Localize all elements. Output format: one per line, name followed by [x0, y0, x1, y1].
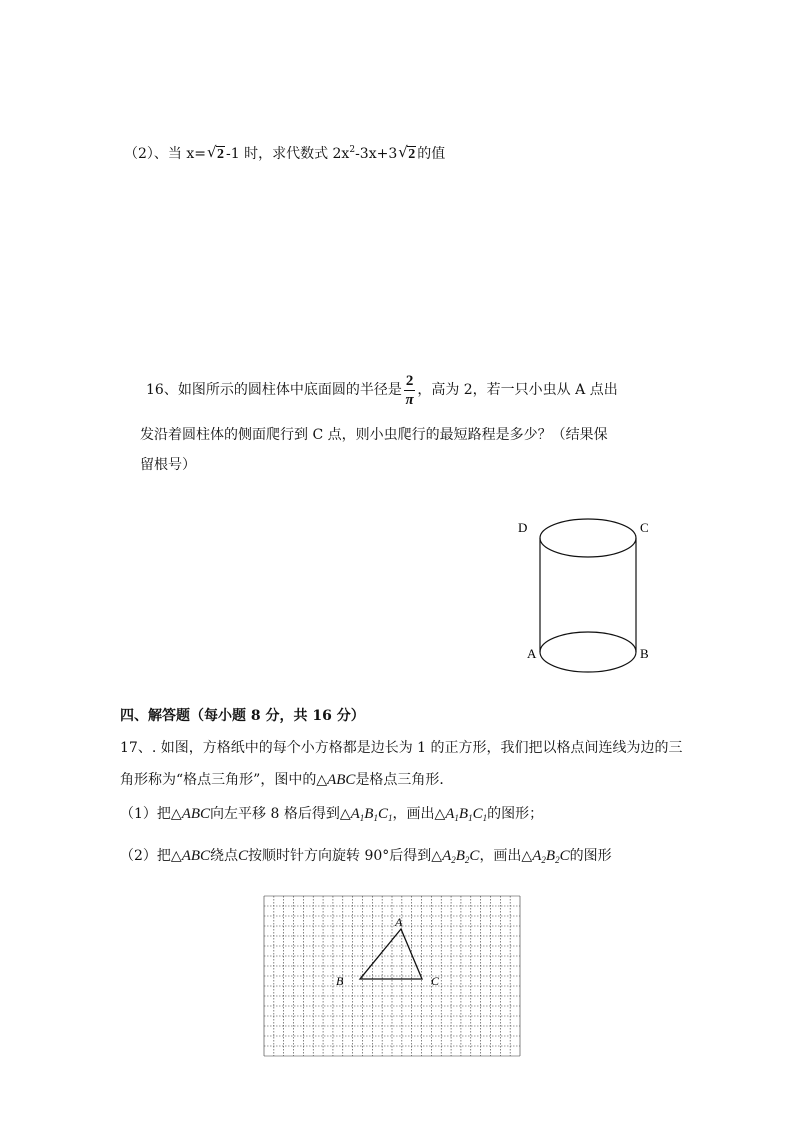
- grid-paper-figure: [258, 890, 528, 1062]
- section4-heading: 四、解答题（每小题 8 分，共 16 分）: [120, 708, 365, 724]
- q17-line1: 17、. 如图，方格纸中的每个小方格都是边长为 1 的正方形，我们把以格点间连线为边的三: [120, 740, 683, 756]
- sqrt-2-term: √ 2: [206, 143, 224, 162]
- q15-part2: [124, 140, 445, 165]
- q16-line1: [146, 370, 618, 410]
- q17-line2: 角形称为“格点三角形”，图中的△ABC是格点三角形．: [120, 772, 454, 788]
- grid-lines: [264, 896, 520, 1056]
- cylinder-top-ellipse: [540, 519, 636, 557]
- q15-rest: -3x+3: [355, 146, 398, 162]
- q15-prefix: （2）、当 x=: [124, 146, 206, 162]
- grid-label-C: C: [431, 974, 440, 988]
- cylinder-bottom-ellipse: [540, 632, 636, 672]
- label-A: A: [527, 646, 537, 661]
- q17-part1: （1）把△ABC向左平移 8 格后得到$\triangle A_1B_1C_1$，画出$\triangle A_1B_1C_1$的图形；: [120, 806, 544, 823]
- q16-line3: 留根号）: [140, 457, 196, 473]
- label-B: B: [640, 646, 649, 661]
- q17-part2: （2）把△ABC绕点C按顺时针方向旋转 90°后得到$\triangle A_2B_2C$，画出$\triangle A_2B_2C$的图形: [120, 848, 612, 865]
- cylinder-figure: [510, 512, 660, 682]
- q16-line2: 发沿着圆柱体的侧面爬行到 C 点，则小虫爬行的最短路程是多少？（结果保: [140, 427, 608, 443]
- q16-prefix: 16、如图所示的圆柱体中底面圆的半径是: [146, 382, 402, 398]
- q15-suffix: 的值: [417, 146, 446, 162]
- grid-label-A: A: [395, 915, 403, 929]
- radius-fraction: $\frac{2}{\pi}$: [405, 372, 414, 408]
- triangle-abc: [360, 929, 422, 979]
- sqrt-2-term-2: √ 2: [398, 143, 416, 162]
- label-C: C: [640, 520, 649, 535]
- q15-exponent: 2: [349, 145, 356, 155]
- q15-mid: -1 时，求代数式 2x: [225, 146, 350, 162]
- q16-line1-rest: ，高为 2，若一只小虫从 A 点出: [417, 382, 618, 398]
- grid-label-B: B: [336, 974, 344, 988]
- label-D: D: [518, 520, 528, 535]
